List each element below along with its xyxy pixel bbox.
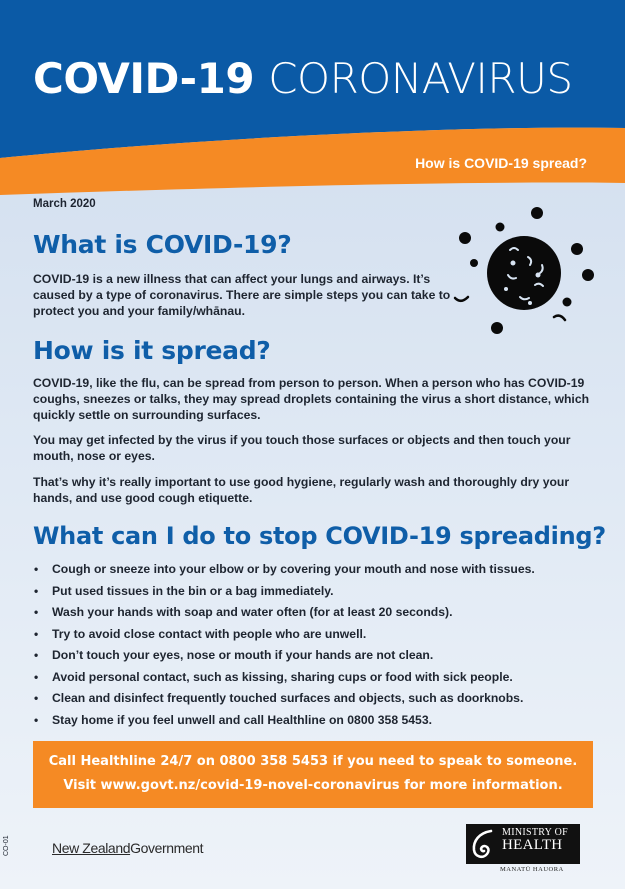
how-spread-paragraph-2: You may get infected by the virus if you touch those surfaces or objects and then touch your mouth, nose or eyes.	[33, 433, 571, 463]
list-item	[33, 626, 535, 648]
moh-line-2: HEALTH	[502, 837, 563, 853]
bullet-icon: •	[34, 669, 39, 684]
ministry-of-health-logo-icon	[466, 824, 580, 864]
title-light: CORONAVIRUS	[268, 54, 573, 103]
title-bold: COVID-19	[33, 54, 255, 103]
moh-line-1: MINISTRY OF	[502, 827, 568, 838]
heading-how-is-it-spread: How is it spread?	[33, 336, 271, 365]
page-title	[33, 55, 572, 103]
list-item-text: Wash your hands with soap and water often (for at least 20 seconds).	[52, 605, 453, 619]
bullet-icon: •	[34, 691, 39, 705]
bullet-icon: •	[34, 605, 39, 619]
list-item-text: Put used tissues in the bin or a bag immediately.	[52, 583, 334, 598]
publication-date: March 2020	[33, 198, 96, 210]
bullet-icon: •	[34, 583, 39, 598]
prevention-list	[33, 561, 535, 733]
list-item	[33, 604, 535, 626]
moh-maori-name: MANATŪ HAUORA	[500, 866, 564, 873]
bullet-icon: •	[34, 712, 39, 727]
list-item-text: Cough or sneeze into your elbow or by covering your mouth and nose with tissues.	[52, 562, 535, 576]
how-spread-paragraph-1: COVID-19, like the flu, can be spread from person to person. When a person who has COVID-19 coughs, sneezes or talks, they may spread droplets containing the virus a short distance, which quickly settle on surrounding surfaces.	[33, 376, 590, 422]
list-item	[33, 669, 535, 691]
list-item	[33, 712, 535, 734]
list-item-text: Stay home if you feel unwell and call Healthline on 0800 358 5453.	[52, 712, 432, 727]
list-item	[33, 690, 535, 712]
heading-what-is-covid: What is COVID-19?	[33, 230, 292, 259]
list-item	[33, 647, 535, 669]
bullet-icon: •	[34, 562, 39, 576]
bullet-icon: •	[34, 648, 39, 662]
coronavirus-illustration-icon	[450, 205, 600, 340]
list-item	[33, 583, 535, 605]
callout-website-text: Visit www.govt.nz/covid-19-novel-coronavirus for more information.	[63, 778, 563, 793]
nz-gov-suffix: Government	[130, 840, 204, 856]
document-code: CO-01	[3, 835, 10, 856]
healthline-callout	[33, 741, 593, 808]
list-item	[33, 561, 535, 583]
how-spread-paragraph-3: That’s why it’s really important to use good hygiene, regularly wash and thoroughly dry your hands, and use good cough etiquette.	[33, 475, 570, 505]
nz-gov-prefix: New Zealand	[52, 840, 131, 856]
heading-stop-spreading: What can I do to stop COVID-19 spreading?	[33, 522, 606, 550]
list-item-text: Don’t touch your eyes, nose or mouth if your hands are not clean.	[52, 648, 434, 662]
list-item-text: Try to avoid close contact with people who are unwell.	[52, 626, 367, 641]
header-subtitle: How is COVID-19 spread?	[415, 155, 587, 171]
callout-healthline-text: Call Healthline 24/7 on 0800 358 5453 if you need to speak to someone.	[48, 754, 578, 769]
koru-mark-icon	[469, 827, 497, 861]
what-is-covid-text: COVID-19 is a new illness that can affect your lungs and airways. It’s caused by a type of coronavirus. There are simple steps you can take to protect you and your family/whānau.	[33, 272, 451, 318]
bullet-icon: •	[34, 626, 39, 641]
list-item-text: Avoid personal contact, such as kissing, sharing cups or food with sick people.	[52, 669, 513, 684]
nz-government-logo	[52, 840, 203, 856]
list-item-text: Clean and disinfect frequently touched surfaces and objects, such as doorknobs.	[52, 691, 524, 705]
